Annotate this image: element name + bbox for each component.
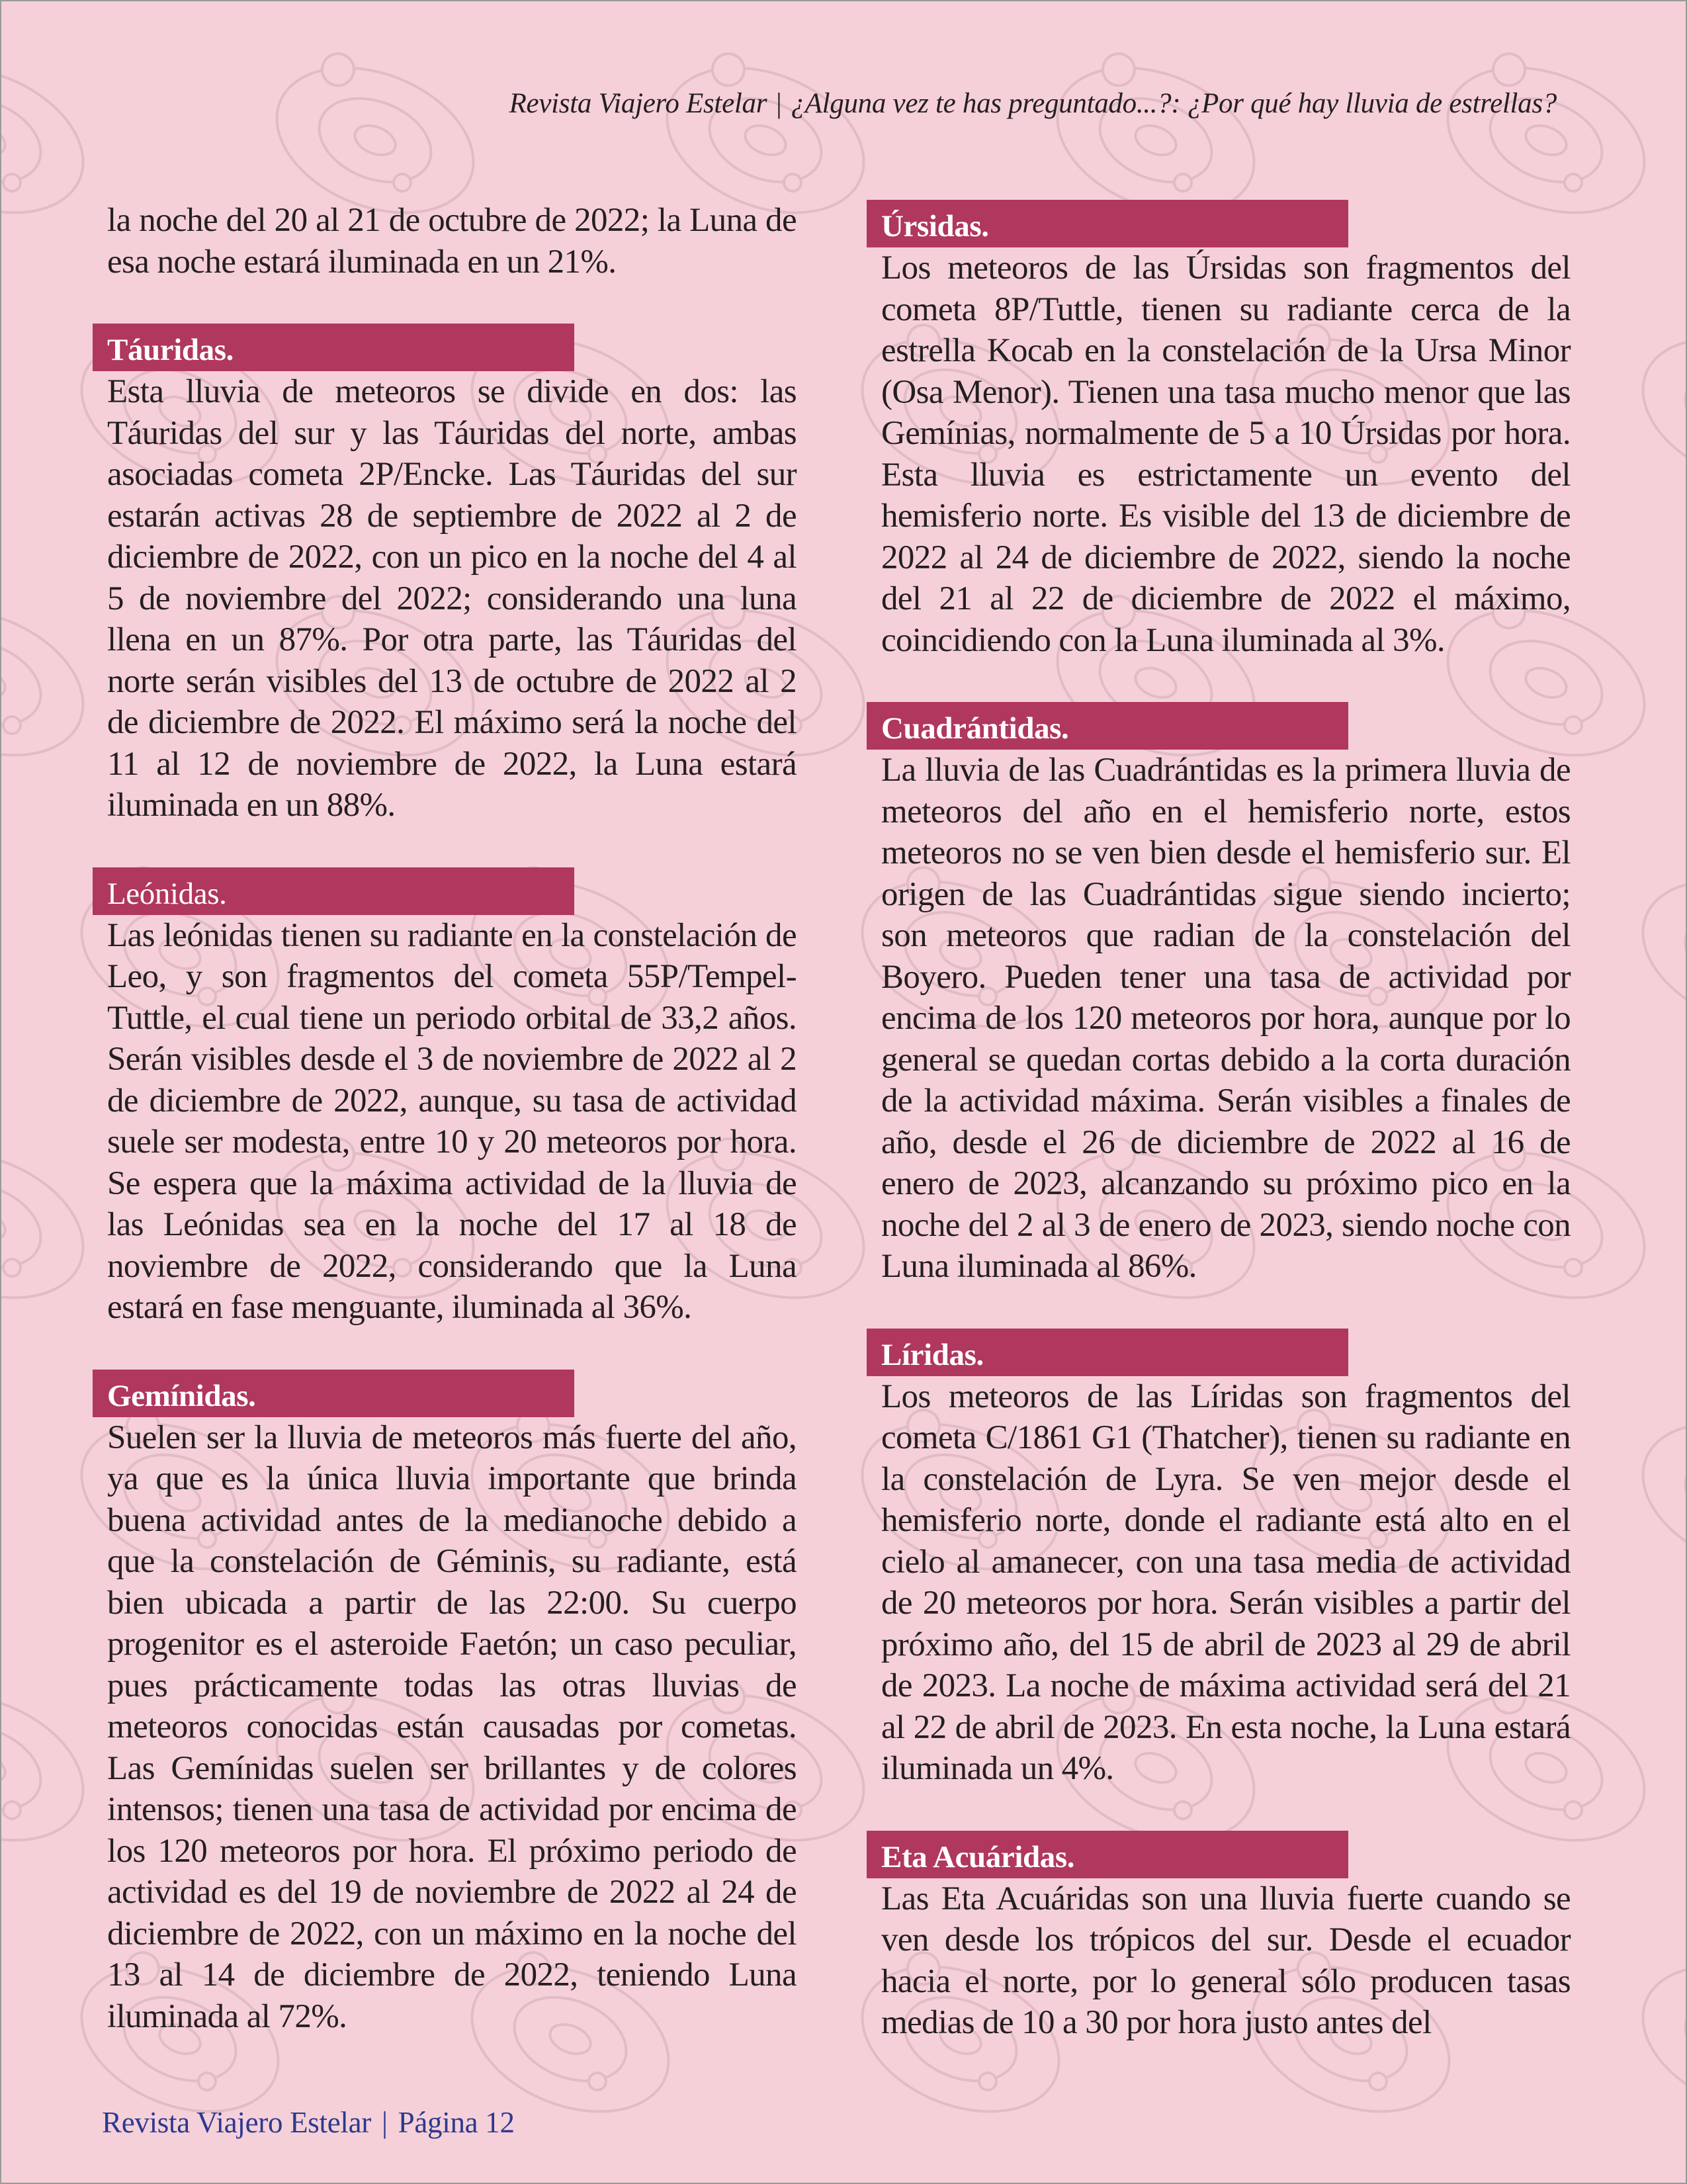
section-liridas	[881, 1329, 1571, 1790]
section-ursidas	[881, 200, 1571, 661]
section-leonidas	[107, 867, 797, 1329]
section-heading: Úrsidas.	[867, 200, 1348, 247]
left-column	[107, 200, 797, 2037]
section-heading: Táuridas.	[93, 324, 574, 371]
section-heading: Leónidas.	[93, 867, 574, 915]
section-body: Los meteoros de las Líridas son fragmentos del cometa C/1861 G1 (Thatcher), tienen su radiante en la constelación de Lyra. Se ven mejor desde el hemisferio norte, donde el radiante está alto en el cielo al amanecer, con una tasa media de actividad de 20 meteoros por hora. Serán visibles a partir del próximo año, del 15 de abril de 2023 al 29 de abril de 2023. La noche de máxima actividad será del 21 al 22 de abril de 2023. En esta noche, la Luna estará iluminada un 4%.	[881, 1377, 1571, 1787]
section-heading: Gemínidas.	[93, 1370, 574, 1417]
orbit-icon	[1, 1124, 105, 1325]
section-heading: Cuadrántidas.	[867, 702, 1348, 750]
running-header	[509, 87, 1557, 120]
section-body: Las leónidas tienen su radiante en la constelación de Leo, y son fragmentos del cometa 55P/Tempel-Tuttle, el cual tiene un periodo orbital de 33,2 años. Serán visibles desde el 3 de noviembre de 2022 al 2 de diciembre de 2022, aunque, su tasa de actividad suele ser modesta, entre 10 y 20 meteoros por hora. Se espera que la máxima actividad de la lluvia de las Leónidas sea en la noche del 17 al 18 de noviembre de 2022, considerando que la Luna estará en fase menguante, iluminada al 36%.	[107, 916, 797, 1326]
section-body: Los meteoros de las Úrsidas son fragmentos del cometa 8P/Tuttle, tienen su radiante cerca de la estrella Kocab en la constelación de la Ursa Minor (Osa Menor). Tienen una tasa mucho menor que las Gemínias, normalmente de 5 a 10 Úrsidas por hora. Esta lluvia es estrictamente un evento del hemisferio norte. Es visible del 13 de diciembre de 2022 al 24 de diciembre de 2022, siendo la noche del 21 al 22 de diciembre de 2022 el máximo, coincidiendo con la Luna iluminada al 3%.	[881, 249, 1571, 659]
section-eta-acuaridas	[881, 1831, 1571, 2044]
orbit-icon	[1, 1667, 105, 1867]
footer-separator: |	[381, 2106, 388, 2139]
section-body: Esta lluvia de meteoros se divide en dos: las Táuridas del sur y las Táuridas del norte, ambas asociadas cometa 2P/Encke. Las Táuridas del sur estarán activas 28 de septiembre de 2022 al 2 de diciembre de 2022, con un pico en la noche del 4 al 5 de noviembre del 2022; considerando una luna llena en un 87%. Por otra parte, las Táuridas del norte serán visibles del 13 de octubre de 2022 al 2 de diciembre de 2022. El máximo será la noche del 11 al 12 de noviembre de 2022, la Luna estará iluminada en un 88%.	[107, 373, 797, 824]
orbit-icon	[1, 582, 105, 782]
orbit-icon	[1622, 1395, 1686, 1596]
section-cuadrantidas	[881, 702, 1571, 1288]
page-number: Página 12	[398, 2106, 515, 2139]
orbit-icon	[1622, 1938, 1686, 2138]
header-separator: |	[776, 88, 782, 119]
header-magazine-name: Revista Viajero Estelar	[509, 88, 767, 119]
orbit-icon	[1, 39, 105, 240]
section-geminidas	[107, 1370, 797, 2038]
section-heading: Eta Acuáridas.	[867, 1831, 1348, 1878]
section-body: La lluvia de las Cuadrántidas es la primera lluvia de meteoros del año en el hemisferio norte, estos meteoros no se ven bien desde el hemisferio sur. El origen de las Cuadrántidas sigue siendo incierto; son meteoros que radian de la constelación del Boyero. Pueden tener una tasa de actividad por encima de los 120 meteoros por hora, aunque por lo general se quedan cortas debido a la corta duración de la actividad máxima. Serán visibles a finales de año, desde el 26 de diciembre de 2022 al 16 de enero de 2023, alcanzando su próximo pico en la noche del 2 al 3 de enero de 2023, siendo noche con Luna iluminada al 86%.	[881, 752, 1571, 1285]
section-heading: Líridas.	[867, 1329, 1348, 1376]
section-body: Suelen ser la lluvia de meteoros más fuerte del año, ya que es la única lluvia importante que brinda buena actividad antes de la medianoche debido a que la constelación de Géminis, su radiante, está bien ubicada a partir de las 22:00. Su cuerpo progenitor es el asteroide Faetón; un caso peculiar, pues prácticamente todas las otras lluvias de meteoros conocidas están causadas por cometas. Las Gemínidas suelen ser brillantes y de colores intensos; tienen una tasa de actividad por encima de los 120 meteoros por hora. El próximo periodo de actividad es del 19 de noviembre de 2022 al 24 de diciembre de 2022, con un máximo en la noche del 13 al 14 de diciembre de 2022, teniendo Luna iluminada al 72%.	[107, 1419, 797, 2035]
header-article-title: ¿Alguna vez te has preguntado...?: ¿Por qué hay lluvia de estrellas?	[791, 88, 1557, 119]
orbit-icon	[1622, 853, 1686, 1053]
section-body: Las Eta Acuáridas son una lluvia fuerte cuando se ven desde los trópicos del sur. Desde el ecuador hacia el norte, por lo general sólo producen tasas medias de 10 a 30 por hora justo antes del	[881, 1880, 1571, 2041]
page-footer	[102, 2105, 515, 2140]
right-column	[881, 200, 1571, 2044]
intro-continuation: la noche del 20 al 21 de octubre de 2022; la Luna de esa noche estará iluminada en un 21%.	[107, 202, 797, 281]
orbit-icon	[1622, 310, 1686, 511]
footer-magazine-name: Revista Viajero Estelar	[102, 2106, 371, 2139]
section-tauridas	[107, 324, 797, 826]
